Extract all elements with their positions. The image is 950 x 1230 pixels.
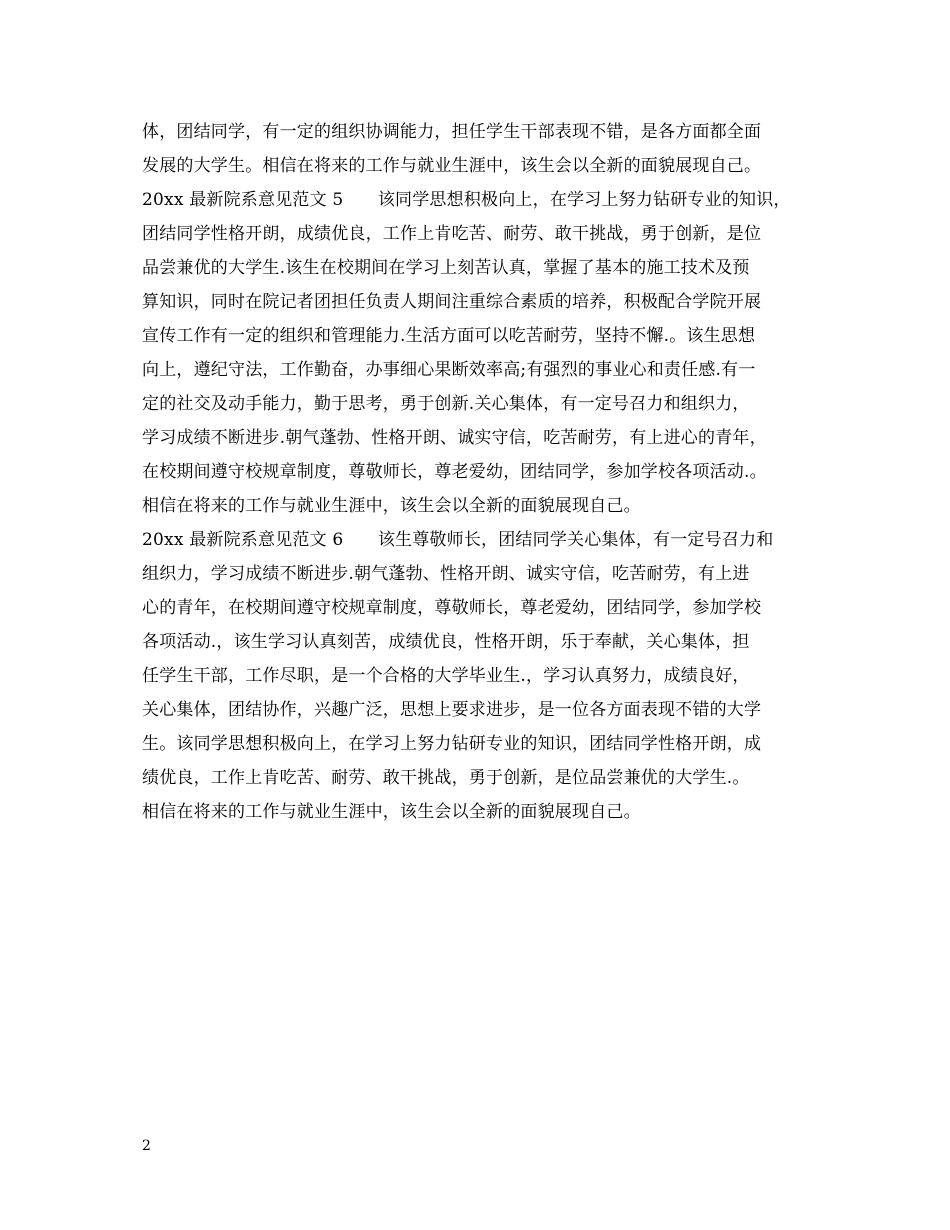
text-line: 生。该同学思想积极向上，在学习上努力钻研专业的知识，团结同学性格开朗，成 (142, 734, 762, 754)
text-line: 心的青年，在校期间遵守校规章制度，尊敬师长，尊老爱幼，团结同学，参加学校 (142, 598, 762, 618)
text-line: 任学生干部，工作尽职，是一个合格的大学毕业生.，学习认真努力，成绩良好， (142, 666, 750, 686)
text-line: 20xx 最新院系意见范文 5 该同学思想积极向上，在学习上努力钻研专业的知识， (142, 190, 791, 210)
text-line: 20xx 最新院系意见范文 6 该生尊敬师长，团结同学关心集体，有一定号召力和 (142, 530, 774, 550)
text-line: 学习成绩不断进步.朝气蓬勃、性格开朗、诚实守信，吃苦耐劳，有上进心的青年， (142, 428, 767, 448)
text-line: 体，团结同学，有一定的组织协调能力，担任学生干部表现不错，是各方面都全面 (142, 122, 762, 142)
text-line: 定的社交及动手能力，勤于思考，勇于创新.关心集体，有一定号召力和组织力， (142, 394, 750, 414)
text-line: 发展的大学生。相信在将来的工作与就业生涯中，该生会以全新的面貌展现自己。 (142, 156, 762, 176)
text-line: 向上，遵纪守法，工作勤奋，办事细心果断效率高;有强烈的事业心和责任感.有一 (142, 360, 756, 380)
text-line: 团结同学性格开朗，成绩优良，工作上肯吃苦、耐劳、敢干挑战，勇于创新，是位 (142, 224, 762, 244)
text-line: 绩优良，工作上肯吃苦、耐劳、敢干挑战，勇于创新，是位品尝兼优的大学生.。 (142, 768, 750, 788)
text-line: 相信在将来的工作与就业生涯中，该生会以全新的面貌展现自己。 (142, 802, 641, 822)
text-line: 算知识，同时在院记者团担任负责人期间注重综合素质的培养，积极配合学院开展 (142, 292, 762, 312)
body-text (142, 115, 832, 829)
text-line: 品尝兼优的大学生.该生在校期间在学习上刻苦认真，掌握了基本的施工技术及预 (142, 258, 750, 278)
text-line: 组织力，学习成绩不断进步.朝气蓬勃、性格开朗、诚实守信，吃苦耐劳，有上进 (142, 564, 750, 584)
text-line: 关心集体，团结协作，兴趣广泛，思想上要求进步，是一位各方面表现不错的大学 (142, 700, 762, 720)
text-line: 在校期间遵守校规章制度，尊敬师长，尊老爱幼，团结同学，参加学校各项活动.。 (142, 462, 767, 482)
page-number: 2 (142, 1138, 151, 1154)
text-line: 相信在将来的工作与就业生涯中，该生会以全新的面貌展现自己。 (142, 496, 641, 516)
text-line: 各项活动.，该生学习认真刻苦，成绩优良，性格开朗，乐于奉献，关心集体，担 (142, 632, 750, 652)
text-line: 宣传工作有一定的组织和管理能力.生活方面可以吃苦耐劳，坚持不懈.。该生思想 (142, 326, 756, 346)
